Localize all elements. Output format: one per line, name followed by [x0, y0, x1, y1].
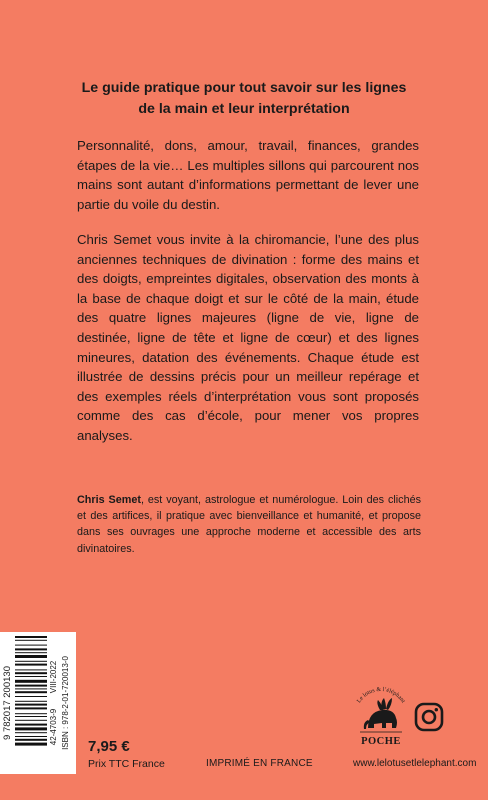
- barcode-digits-column: [2, 634, 14, 772]
- tagline-line-2: de la main et leur interprétation: [138, 101, 350, 117]
- author-name: Chris Semet: [77, 494, 141, 506]
- barcode-code-date: [49, 661, 59, 746]
- barcode-digits: 9 782017 200130: [2, 666, 13, 740]
- barcode-date: VIII-2022: [49, 660, 58, 694]
- publisher-website-link[interactable]: www.lelotusetlelephant.com: [353, 758, 477, 769]
- back-cover-tagline: [60, 78, 428, 120]
- price: 7,95 €: [88, 738, 130, 755]
- printed-in-label: IMPRIMÉ EN FRANCE: [206, 758, 313, 769]
- svg-text:Le lotus & l’éléphant: [356, 687, 406, 705]
- price-note: Prix TTC France: [88, 758, 165, 770]
- barcode-block: [0, 632, 76, 774]
- isbn-text: ISBN : 978-2-01-720013-0: [61, 656, 70, 750]
- barcode-bars: [14, 634, 48, 772]
- publisher-logo: [346, 676, 416, 760]
- lotus-elephant-logo-icon: [346, 676, 416, 738]
- publisher-arc-text: Le lotus & l’éléphant: [356, 686, 406, 705]
- publisher-poche-label: POCHE: [361, 736, 401, 747]
- tagline-line-1: Le guide pratique pour tout savoir sur les lignes: [81, 80, 407, 96]
- blurb-paragraph-2: Chris Semet vous invite à la chiromancie, l’une des plus anciennes techniques de divination : forme des mains et des doigts, empreintes digitales, observation des monts à la base de chaque doigt et sur le côté de la main, étude des quatre lignes majeures (ligne de vie, ligne de destinée, ligne de tête et ligne de cœur) et des lignes mineures, datation des événements. Chaque étude est illustrée de dessins précis pour un meilleur repérage et des exemples réels d’interprétation vous sont proposés comme des cas d’école, pour mener vos propres analyses.: [77, 232, 419, 443]
- author-bio: [77, 492, 421, 557]
- blurb-paragraph-1: Personnalité, dons, amour, travail, finances, grandes étapes de la vie… Les multiples sillons qui parcourent nos mains sont autant d’informations permettant de lever une partie du voile du destin.: [77, 138, 419, 212]
- instagram-icon[interactable]: [414, 702, 444, 732]
- author-bio-text: , est voyant, astrologue et numérologue. Loin des clichés et des artifices, il pratique avec bienveillance et humanité, et propose dans ses ouvrages une approche moderne et accessible des arts divinatoires.: [77, 494, 421, 555]
- barcode-code: 42-4703-9: [49, 708, 58, 746]
